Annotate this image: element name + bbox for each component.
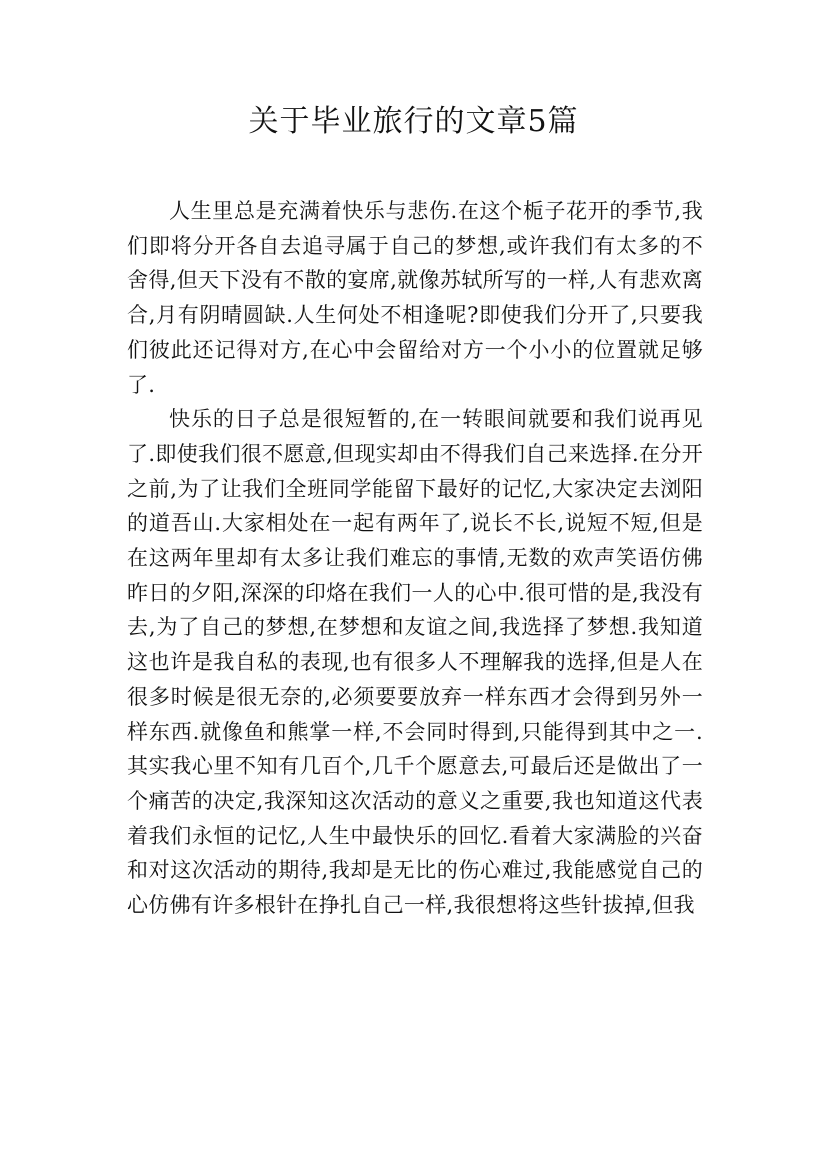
- paragraph: 快乐的日子总是很短暂的,在一转眼间就要和我们说再见了.即使我们很不愿意,但现实却由不得我们自己来选择.在分开之前,为了让我们全班同学能留下最好的记忆,大家决定去浏阳的道吾山.大家相处在一起有两年了,说长不长,说短不短,但是在这两年里却有太多让我们难忘的事情,无数的欢声笑语仿佛昨日的夕阳,深深的印烙在我们一人的心中.很可惜的是,我没有去,为了自己的梦想,在梦想和友谊之间,我选择了梦想.我知道这也许是我自私的表现,也有很多人不理解我的选择,但是人在很多时候是很无奈的,必须要要放弃一样东西才会得到另外一样东西.就像鱼和熊掌一样,不会同时得到,只能得到其中之一.其实我心里不知有几百个,几千个愿意去,可最后还是做出了一个痛苦的决定,我深知这次活动的意义之重要,我也知道这代表着我们永恒的记忆,人生中最快乐的回忆.看着大家满脸的兴奋和对这次活动的期待,我却是无比的伤心难过,我能感觉自己的心仿佛有许多根针在挣扎自己一样,我很想将这些针拔掉,但我: [127, 407, 703, 918]
- paragraph: 人生里总是充满着快乐与悲伤.在这个栀子花开的季节,我们即将分开各自去追寻属于自己的梦想,或许我们有太多的不舍得,但天下没有不散的宴席,就像苏轼所写的一样,人有悲欢离合,月有阴晴圆缺.人生何处不相逢呢?即使我们分开了,只要我们彼此还记得对方,在心中会留给对方一个小小的位置就足够了.: [127, 199, 703, 397]
- document-body: [127, 194, 703, 923]
- document-title: 关于毕业旅行的文章5篇: [248, 104, 579, 139]
